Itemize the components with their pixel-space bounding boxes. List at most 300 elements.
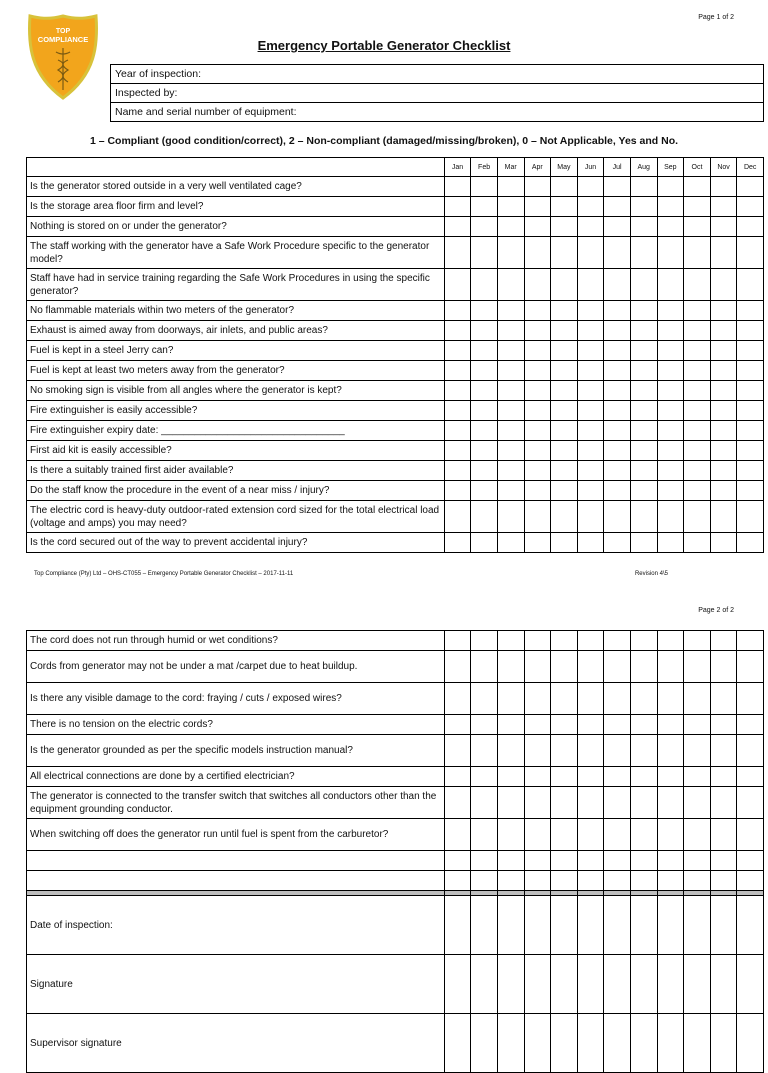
- signature-cell-jun[interactable]: [577, 955, 604, 1014]
- rating-cell-jun[interactable]: [577, 461, 604, 481]
- rating-cell-dec[interactable]: [737, 421, 764, 441]
- rating-cell-sep[interactable]: [657, 787, 684, 819]
- signature-cell-apr[interactable]: [524, 896, 551, 955]
- rating-cell-may[interactable]: [551, 341, 578, 361]
- rating-cell-jan[interactable]: [444, 735, 471, 767]
- signature-cell-jul[interactable]: [604, 955, 631, 1014]
- rating-cell-jul[interactable]: [604, 401, 631, 421]
- signature-cell-aug[interactable]: [630, 896, 657, 955]
- rating-cell-jun[interactable]: [577, 819, 604, 851]
- rating-cell-apr[interactable]: [524, 819, 551, 851]
- rating-cell-oct[interactable]: [684, 683, 711, 715]
- rating-cell-sep[interactable]: [657, 715, 684, 735]
- rating-cell-dec[interactable]: [737, 237, 764, 269]
- rating-cell-jan[interactable]: [444, 361, 471, 381]
- rating-cell-feb[interactable]: [471, 787, 498, 819]
- rating-cell-jun[interactable]: [577, 871, 604, 891]
- rating-cell-jul[interactable]: [604, 301, 631, 321]
- rating-cell-dec[interactable]: [737, 441, 764, 461]
- rating-cell-mar[interactable]: [497, 481, 524, 501]
- signature-cell-mar[interactable]: [497, 896, 524, 955]
- rating-cell-jun[interactable]: [577, 321, 604, 341]
- rating-cell-aug[interactable]: [630, 871, 657, 891]
- rating-cell-may[interactable]: [551, 651, 578, 683]
- rating-cell-aug[interactable]: [630, 631, 657, 651]
- signature-cell-jan[interactable]: [444, 896, 471, 955]
- rating-cell-apr[interactable]: [524, 421, 551, 441]
- signature-cell-may[interactable]: [551, 1014, 578, 1073]
- rating-cell-jun[interactable]: [577, 177, 604, 197]
- rating-cell-apr[interactable]: [524, 269, 551, 301]
- rating-cell-jan[interactable]: [444, 871, 471, 891]
- rating-cell-oct[interactable]: [684, 237, 711, 269]
- rating-cell-oct[interactable]: [684, 361, 711, 381]
- signature-cell-aug[interactable]: [630, 955, 657, 1014]
- rating-cell-aug[interactable]: [630, 767, 657, 787]
- rating-cell-oct[interactable]: [684, 533, 711, 553]
- rating-cell-dec[interactable]: [737, 787, 764, 819]
- rating-cell-may[interactable]: [551, 715, 578, 735]
- rating-cell-mar[interactable]: [497, 501, 524, 533]
- rating-cell-may[interactable]: [551, 197, 578, 217]
- rating-cell-aug[interactable]: [630, 735, 657, 767]
- rating-cell-nov[interactable]: [710, 871, 737, 891]
- rating-cell-may[interactable]: [551, 787, 578, 819]
- rating-cell-oct[interactable]: [684, 381, 711, 401]
- rating-cell-jul[interactable]: [604, 197, 631, 217]
- rating-cell-mar[interactable]: [497, 361, 524, 381]
- rating-cell-feb[interactable]: [471, 715, 498, 735]
- rating-cell-apr[interactable]: [524, 381, 551, 401]
- rating-cell-jul[interactable]: [604, 269, 631, 301]
- rating-cell-jul[interactable]: [604, 361, 631, 381]
- rating-cell-nov[interactable]: [710, 401, 737, 421]
- rating-cell-mar[interactable]: [497, 441, 524, 461]
- rating-cell-feb[interactable]: [471, 871, 498, 891]
- rating-cell-may[interactable]: [551, 321, 578, 341]
- rating-cell-jan[interactable]: [444, 533, 471, 553]
- rating-cell-jun[interactable]: [577, 851, 604, 871]
- rating-cell-aug[interactable]: [630, 381, 657, 401]
- rating-cell-dec[interactable]: [737, 217, 764, 237]
- rating-cell-sep[interactable]: [657, 461, 684, 481]
- rating-cell-nov[interactable]: [710, 341, 737, 361]
- signature-cell-aug[interactable]: [630, 1014, 657, 1073]
- rating-cell-apr[interactable]: [524, 501, 551, 533]
- rating-cell-feb[interactable]: [471, 651, 498, 683]
- rating-cell-oct[interactable]: [684, 177, 711, 197]
- info-field-year[interactable]: Year of inspection:: [111, 65, 764, 84]
- signature-cell-may[interactable]: [551, 896, 578, 955]
- signature-cell-sep[interactable]: [657, 955, 684, 1014]
- rating-cell-feb[interactable]: [471, 197, 498, 217]
- rating-cell-feb[interactable]: [471, 269, 498, 301]
- rating-cell-nov[interactable]: [710, 819, 737, 851]
- rating-cell-mar[interactable]: [497, 819, 524, 851]
- rating-cell-sep[interactable]: [657, 651, 684, 683]
- rating-cell-oct[interactable]: [684, 401, 711, 421]
- rating-cell-dec[interactable]: [737, 461, 764, 481]
- rating-cell-jun[interactable]: [577, 381, 604, 401]
- rating-cell-jul[interactable]: [604, 441, 631, 461]
- rating-cell-sep[interactable]: [657, 481, 684, 501]
- rating-cell-jan[interactable]: [444, 819, 471, 851]
- rating-cell-mar[interactable]: [497, 401, 524, 421]
- rating-cell-aug[interactable]: [630, 461, 657, 481]
- rating-cell-mar[interactable]: [497, 767, 524, 787]
- rating-cell-may[interactable]: [551, 631, 578, 651]
- rating-cell-aug[interactable]: [630, 501, 657, 533]
- rating-cell-jul[interactable]: [604, 851, 631, 871]
- rating-cell-sep[interactable]: [657, 421, 684, 441]
- signature-cell-apr[interactable]: [524, 1014, 551, 1073]
- rating-cell-oct[interactable]: [684, 461, 711, 481]
- rating-cell-nov[interactable]: [710, 481, 737, 501]
- rating-cell-dec[interactable]: [737, 631, 764, 651]
- rating-cell-feb[interactable]: [471, 819, 498, 851]
- rating-cell-apr[interactable]: [524, 481, 551, 501]
- signature-cell-feb[interactable]: [471, 1014, 498, 1073]
- info-field-equipment[interactable]: Name and serial number of equipment:: [111, 103, 764, 122]
- rating-cell-apr[interactable]: [524, 787, 551, 819]
- rating-cell-oct[interactable]: [684, 217, 711, 237]
- rating-cell-jan[interactable]: [444, 421, 471, 441]
- rating-cell-apr[interactable]: [524, 631, 551, 651]
- rating-cell-nov[interactable]: [710, 533, 737, 553]
- rating-cell-sep[interactable]: [657, 631, 684, 651]
- rating-cell-may[interactable]: [551, 481, 578, 501]
- rating-cell-jul[interactable]: [604, 819, 631, 851]
- rating-cell-jul[interactable]: [604, 651, 631, 683]
- rating-cell-dec[interactable]: [737, 651, 764, 683]
- rating-cell-sep[interactable]: [657, 301, 684, 321]
- rating-cell-nov[interactable]: [710, 631, 737, 651]
- rating-cell-mar[interactable]: [497, 851, 524, 871]
- rating-cell-jun[interactable]: [577, 767, 604, 787]
- rating-cell-feb[interactable]: [471, 217, 498, 237]
- rating-cell-jan[interactable]: [444, 683, 471, 715]
- signature-cell-nov[interactable]: [710, 955, 737, 1014]
- rating-cell-jan[interactable]: [444, 767, 471, 787]
- rating-cell-feb[interactable]: [471, 533, 498, 553]
- rating-cell-apr[interactable]: [524, 321, 551, 341]
- rating-cell-oct[interactable]: [684, 301, 711, 321]
- rating-cell-jul[interactable]: [604, 767, 631, 787]
- rating-cell-jan[interactable]: [444, 651, 471, 683]
- rating-cell-nov[interactable]: [710, 237, 737, 269]
- rating-cell-jan[interactable]: [444, 501, 471, 533]
- signature-cell-nov[interactable]: [710, 896, 737, 955]
- rating-cell-dec[interactable]: [737, 401, 764, 421]
- rating-cell-jul[interactable]: [604, 461, 631, 481]
- rating-cell-apr[interactable]: [524, 735, 551, 767]
- rating-cell-jan[interactable]: [444, 341, 471, 361]
- rating-cell-oct[interactable]: [684, 715, 711, 735]
- rating-cell-oct[interactable]: [684, 341, 711, 361]
- rating-cell-apr[interactable]: [524, 301, 551, 321]
- rating-cell-aug[interactable]: [630, 237, 657, 269]
- rating-cell-mar[interactable]: [497, 177, 524, 197]
- rating-cell-jun[interactable]: [577, 269, 604, 301]
- rating-cell-dec[interactable]: [737, 767, 764, 787]
- rating-cell-jul[interactable]: [604, 631, 631, 651]
- rating-cell-apr[interactable]: [524, 767, 551, 787]
- signature-cell-apr[interactable]: [524, 955, 551, 1014]
- rating-cell-mar[interactable]: [497, 301, 524, 321]
- info-field-inspected-by[interactable]: Inspected by:: [111, 84, 764, 103]
- rating-cell-nov[interactable]: [710, 381, 737, 401]
- signature-cell-jun[interactable]: [577, 896, 604, 955]
- rating-cell-nov[interactable]: [710, 177, 737, 197]
- rating-cell-may[interactable]: [551, 501, 578, 533]
- signature-cell-oct[interactable]: [684, 1014, 711, 1073]
- rating-cell-jun[interactable]: [577, 481, 604, 501]
- rating-cell-jul[interactable]: [604, 715, 631, 735]
- rating-cell-oct[interactable]: [684, 871, 711, 891]
- signature-cell-feb[interactable]: [471, 896, 498, 955]
- rating-cell-nov[interactable]: [710, 197, 737, 217]
- signature-cell-mar[interactable]: [497, 1014, 524, 1073]
- rating-cell-sep[interactable]: [657, 767, 684, 787]
- rating-cell-apr[interactable]: [524, 217, 551, 237]
- rating-cell-apr[interactable]: [524, 461, 551, 481]
- rating-cell-feb[interactable]: [471, 341, 498, 361]
- rating-cell-nov[interactable]: [710, 361, 737, 381]
- rating-cell-may[interactable]: [551, 461, 578, 481]
- rating-cell-jan[interactable]: [444, 237, 471, 269]
- rating-cell-nov[interactable]: [710, 461, 737, 481]
- rating-cell-sep[interactable]: [657, 533, 684, 553]
- rating-cell-jul[interactable]: [604, 341, 631, 361]
- rating-cell-jun[interactable]: [577, 401, 604, 421]
- rating-cell-aug[interactable]: [630, 197, 657, 217]
- rating-cell-apr[interactable]: [524, 401, 551, 421]
- rating-cell-aug[interactable]: [630, 269, 657, 301]
- rating-cell-jan[interactable]: [444, 631, 471, 651]
- rating-cell-oct[interactable]: [684, 819, 711, 851]
- rating-cell-may[interactable]: [551, 871, 578, 891]
- rating-cell-may[interactable]: [551, 851, 578, 871]
- rating-cell-aug[interactable]: [630, 217, 657, 237]
- rating-cell-jul[interactable]: [604, 735, 631, 767]
- rating-cell-jan[interactable]: [444, 197, 471, 217]
- rating-cell-may[interactable]: [551, 767, 578, 787]
- rating-cell-may[interactable]: [551, 401, 578, 421]
- rating-cell-jun[interactable]: [577, 631, 604, 651]
- rating-cell-dec[interactable]: [737, 381, 764, 401]
- rating-cell-nov[interactable]: [710, 421, 737, 441]
- rating-cell-jun[interactable]: [577, 237, 604, 269]
- rating-cell-dec[interactable]: [737, 683, 764, 715]
- rating-cell-jul[interactable]: [604, 871, 631, 891]
- rating-cell-apr[interactable]: [524, 237, 551, 269]
- rating-cell-oct[interactable]: [684, 651, 711, 683]
- rating-cell-sep[interactable]: [657, 237, 684, 269]
- rating-cell-jan[interactable]: [444, 481, 471, 501]
- rating-cell-sep[interactable]: [657, 269, 684, 301]
- rating-cell-feb[interactable]: [471, 767, 498, 787]
- rating-cell-dec[interactable]: [737, 819, 764, 851]
- rating-cell-may[interactable]: [551, 421, 578, 441]
- rating-cell-feb[interactable]: [471, 177, 498, 197]
- rating-cell-feb[interactable]: [471, 441, 498, 461]
- rating-cell-aug[interactable]: [630, 321, 657, 341]
- signature-cell-feb[interactable]: [471, 955, 498, 1014]
- rating-cell-jan[interactable]: [444, 381, 471, 401]
- rating-cell-oct[interactable]: [684, 735, 711, 767]
- rating-cell-jul[interactable]: [604, 481, 631, 501]
- rating-cell-jan[interactable]: [444, 441, 471, 461]
- rating-cell-may[interactable]: [551, 269, 578, 301]
- rating-cell-mar[interactable]: [497, 237, 524, 269]
- rating-cell-oct[interactable]: [684, 631, 711, 651]
- rating-cell-nov[interactable]: [710, 501, 737, 533]
- rating-cell-aug[interactable]: [630, 533, 657, 553]
- rating-cell-aug[interactable]: [630, 481, 657, 501]
- rating-cell-aug[interactable]: [630, 683, 657, 715]
- rating-cell-sep[interactable]: [657, 735, 684, 767]
- rating-cell-apr[interactable]: [524, 441, 551, 461]
- signature-cell-jan[interactable]: [444, 1014, 471, 1073]
- rating-cell-may[interactable]: [551, 441, 578, 461]
- rating-cell-apr[interactable]: [524, 651, 551, 683]
- signature-cell-jan[interactable]: [444, 955, 471, 1014]
- rating-cell-dec[interactable]: [737, 481, 764, 501]
- rating-cell-may[interactable]: [551, 381, 578, 401]
- rating-cell-dec[interactable]: [737, 301, 764, 321]
- rating-cell-mar[interactable]: [497, 461, 524, 481]
- signature-cell-sep[interactable]: [657, 896, 684, 955]
- rating-cell-may[interactable]: [551, 361, 578, 381]
- rating-cell-jan[interactable]: [444, 177, 471, 197]
- rating-cell-dec[interactable]: [737, 321, 764, 341]
- rating-cell-feb[interactable]: [471, 321, 498, 341]
- signature-cell-jul[interactable]: [604, 1014, 631, 1073]
- rating-cell-apr[interactable]: [524, 361, 551, 381]
- rating-cell-feb[interactable]: [471, 301, 498, 321]
- rating-cell-oct[interactable]: [684, 441, 711, 461]
- rating-cell-jul[interactable]: [604, 787, 631, 819]
- signature-cell-nov[interactable]: [710, 1014, 737, 1073]
- rating-cell-mar[interactable]: [497, 533, 524, 553]
- rating-cell-sep[interactable]: [657, 871, 684, 891]
- rating-cell-dec[interactable]: [737, 501, 764, 533]
- rating-cell-aug[interactable]: [630, 421, 657, 441]
- rating-cell-jul[interactable]: [604, 533, 631, 553]
- rating-cell-sep[interactable]: [657, 401, 684, 421]
- signature-cell-dec[interactable]: [737, 896, 764, 955]
- rating-cell-jul[interactable]: [604, 683, 631, 715]
- rating-cell-feb[interactable]: [471, 735, 498, 767]
- rating-cell-may[interactable]: [551, 217, 578, 237]
- rating-cell-sep[interactable]: [657, 177, 684, 197]
- rating-cell-feb[interactable]: [471, 421, 498, 441]
- rating-cell-aug[interactable]: [630, 341, 657, 361]
- rating-cell-feb[interactable]: [471, 481, 498, 501]
- rating-cell-feb[interactable]: [471, 461, 498, 481]
- rating-cell-sep[interactable]: [657, 851, 684, 871]
- rating-cell-mar[interactable]: [497, 421, 524, 441]
- rating-cell-feb[interactable]: [471, 237, 498, 269]
- rating-cell-mar[interactable]: [497, 197, 524, 217]
- rating-cell-dec[interactable]: [737, 361, 764, 381]
- rating-cell-oct[interactable]: [684, 421, 711, 441]
- rating-cell-dec[interactable]: [737, 177, 764, 197]
- rating-cell-sep[interactable]: [657, 819, 684, 851]
- rating-cell-jan[interactable]: [444, 401, 471, 421]
- signature-cell-mar[interactable]: [497, 955, 524, 1014]
- rating-cell-aug[interactable]: [630, 177, 657, 197]
- rating-cell-aug[interactable]: [630, 361, 657, 381]
- rating-cell-jul[interactable]: [604, 177, 631, 197]
- rating-cell-oct[interactable]: [684, 787, 711, 819]
- signature-cell-jul[interactable]: [604, 896, 631, 955]
- rating-cell-sep[interactable]: [657, 341, 684, 361]
- rating-cell-jun[interactable]: [577, 217, 604, 237]
- rating-cell-jan[interactable]: [444, 715, 471, 735]
- rating-cell-nov[interactable]: [710, 715, 737, 735]
- rating-cell-mar[interactable]: [497, 715, 524, 735]
- rating-cell-apr[interactable]: [524, 851, 551, 871]
- rating-cell-may[interactable]: [551, 237, 578, 269]
- rating-cell-apr[interactable]: [524, 177, 551, 197]
- rating-cell-jul[interactable]: [604, 501, 631, 533]
- rating-cell-jan[interactable]: [444, 851, 471, 871]
- rating-cell-feb[interactable]: [471, 361, 498, 381]
- rating-cell-may[interactable]: [551, 301, 578, 321]
- rating-cell-jun[interactable]: [577, 361, 604, 381]
- rating-cell-may[interactable]: [551, 683, 578, 715]
- rating-cell-aug[interactable]: [630, 819, 657, 851]
- rating-cell-nov[interactable]: [710, 683, 737, 715]
- rating-cell-jul[interactable]: [604, 421, 631, 441]
- rating-cell-jun[interactable]: [577, 651, 604, 683]
- signature-cell-may[interactable]: [551, 955, 578, 1014]
- rating-cell-nov[interactable]: [710, 735, 737, 767]
- signature-cell-oct[interactable]: [684, 896, 711, 955]
- rating-cell-mar[interactable]: [497, 871, 524, 891]
- rating-cell-apr[interactable]: [524, 197, 551, 217]
- rating-cell-mar[interactable]: [497, 217, 524, 237]
- rating-cell-jun[interactable]: [577, 683, 604, 715]
- rating-cell-oct[interactable]: [684, 767, 711, 787]
- rating-cell-nov[interactable]: [710, 217, 737, 237]
- rating-cell-jan[interactable]: [444, 461, 471, 481]
- rating-cell-dec[interactable]: [737, 735, 764, 767]
- rating-cell-nov[interactable]: [710, 651, 737, 683]
- rating-cell-nov[interactable]: [710, 851, 737, 871]
- rating-cell-nov[interactable]: [710, 269, 737, 301]
- rating-cell-jul[interactable]: [604, 321, 631, 341]
- signature-cell-jun[interactable]: [577, 1014, 604, 1073]
- rating-cell-aug[interactable]: [630, 715, 657, 735]
- rating-cell-jan[interactable]: [444, 301, 471, 321]
- signature-cell-oct[interactable]: [684, 955, 711, 1014]
- rating-cell-dec[interactable]: [737, 269, 764, 301]
- rating-cell-oct[interactable]: [684, 481, 711, 501]
- rating-cell-jul[interactable]: [604, 381, 631, 401]
- rating-cell-sep[interactable]: [657, 683, 684, 715]
- rating-cell-aug[interactable]: [630, 301, 657, 321]
- rating-cell-mar[interactable]: [497, 651, 524, 683]
- rating-cell-mar[interactable]: [497, 381, 524, 401]
- rating-cell-nov[interactable]: [710, 787, 737, 819]
- rating-cell-dec[interactable]: [737, 341, 764, 361]
- rating-cell-dec[interactable]: [737, 197, 764, 217]
- rating-cell-sep[interactable]: [657, 441, 684, 461]
- rating-cell-jul[interactable]: [604, 217, 631, 237]
- rating-cell-jan[interactable]: [444, 787, 471, 819]
